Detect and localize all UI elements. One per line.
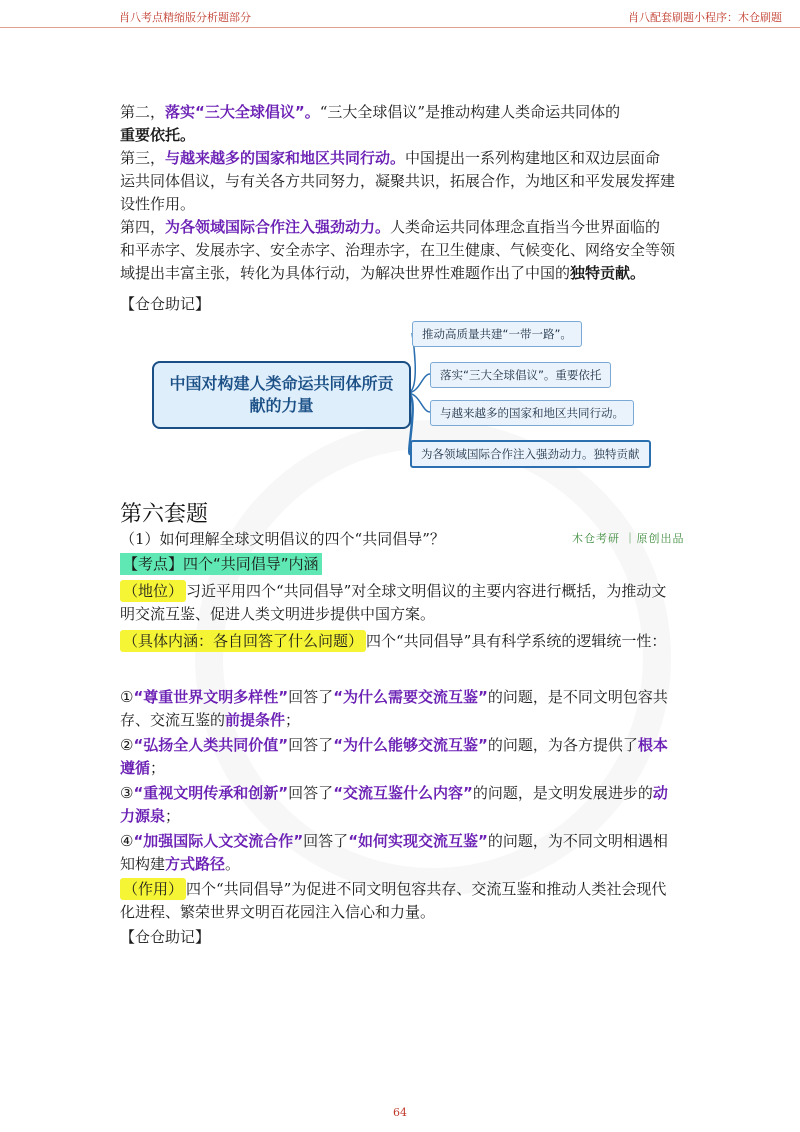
item-key: 前提条件: [225, 711, 286, 729]
diwei-paragraph: [120, 580, 675, 626]
neihan-tag: （具体内涵：各自回答了什么问题）: [120, 630, 366, 652]
section-title: 第六套题: [120, 502, 209, 527]
para3-highlight: 为各领域国际合作注入强劲动力。: [165, 218, 391, 236]
item-after: 的问题，为各方提供了: [487, 736, 638, 754]
item-question: “交流互鉴什么内容”: [333, 784, 473, 802]
header-right-text: 肖八配套刷题小程序：木仓刷题: [628, 11, 782, 24]
diwei-text: 习近平用四个“共同倡导”对全球文明倡议的主要内容进行概括，为推动文明交流互鉴、促进人类文明进步提供中国方案。: [120, 582, 667, 623]
para2-highlight: 与越来越多的国家和地区共同行动。: [165, 149, 406, 167]
item-mid: 回答了: [303, 832, 349, 850]
para2-rest: 中国提出一系列构建地区和双边层面命运共同体倡议，与有关各方共同努力，凝聚共识，拓展合作，为地区和平发展发挥建设性作用。: [120, 149, 676, 213]
header-divider: [0, 27, 800, 28]
mind-map-center-node: [152, 361, 411, 429]
question-text: （1）如何理解全球文明倡议的四个“共同倡导”？: [120, 530, 445, 548]
list-item: [120, 734, 675, 780]
item-question: “如何实现交流互鉴”: [348, 832, 488, 850]
mind-map-node-1: 推动高质量共建“一带一路”。: [412, 321, 582, 347]
neihan-text: 四个“共同倡导”具有科学系统的逻辑统一性：: [366, 632, 667, 650]
header-left-text: 肖八考点精缩版分析题部分: [119, 11, 251, 24]
mind-map-node-3: 与越来越多的国家和地区共同行动。: [430, 400, 634, 426]
item-after: 的问题，是不同文明包容共存、交流互鉴的: [120, 688, 668, 729]
item-end: ；: [165, 807, 181, 825]
item-key: 根本遵循: [120, 736, 668, 777]
mind-map-node-4: 为各领域国际合作注入强劲动力。独特贡献: [410, 440, 651, 468]
item-topic: “弘扬全人类共同价值”: [133, 736, 289, 754]
item-question: “为什么需要交流互鉴”: [333, 688, 488, 706]
item-number: ①: [120, 688, 134, 706]
item-topic: “尊重世界文明多样性”: [133, 688, 289, 706]
paragraph-second: [120, 101, 675, 147]
list-item: [120, 686, 675, 732]
list-item: [120, 830, 675, 876]
para3-rest: 人类命运共同体理念直指当今世界面临的和平赤字、发展赤字、安全赤字、治理赤字，在卫生健康、气候变化、网络安全等领域提出丰富主张，转化为具体行动，为解决世界性难题作出了中国的: [120, 218, 676, 282]
neihan-paragraph: [120, 630, 675, 653]
mind-map-node-2: 落实“三大全球倡议”。重要依托: [430, 362, 611, 388]
para1-bold: 重要依托。: [120, 126, 196, 144]
zuoyong-paragraph: [120, 878, 675, 924]
para1-highlight: 落实“三大全球倡议”。: [165, 103, 320, 121]
item-number: ②: [120, 736, 134, 754]
item-topic: “重视文明传承和创新”: [133, 784, 289, 802]
list-item: [120, 782, 675, 828]
item-topic: “加强国际人文交流合作”: [133, 832, 304, 850]
paragraph-fourth: [120, 216, 675, 285]
item-mid: 回答了: [288, 688, 334, 706]
item-key: 动力源泉: [120, 784, 668, 825]
item-end: ；: [285, 711, 301, 729]
credit-text: 木仓考研 ｜原创出品: [572, 532, 685, 545]
diwei-tag: （地位）: [120, 580, 186, 602]
item-mid: 回答了: [288, 784, 334, 802]
zuoyong-text: 四个“共同倡导”为促进不同文明包容共存、交流互鉴和推动人类社会现代化进程、繁荣世界文明百花园注入信心和力量。: [120, 880, 667, 921]
page-number: 64: [393, 1106, 407, 1119]
item-end: ；: [150, 759, 166, 777]
mind-map-center-label: 中国对构建人类命运共同体所贡献的力量: [169, 374, 394, 415]
para2-prefix: 第三，: [120, 149, 166, 167]
item-mid: 回答了: [288, 736, 334, 754]
para1-prefix: 第二，: [120, 103, 166, 121]
para1-middle: “三大全球倡议”是推动构建人类命运共同体的: [319, 103, 621, 121]
item-number: ④: [120, 832, 134, 850]
item-after: 的问题，是文明发展进步的: [472, 784, 653, 802]
paragraph-third: [120, 147, 675, 216]
memo-label: 【仓仓助记】: [120, 928, 211, 946]
item-number: ③: [120, 784, 134, 802]
memo-label: 【仓仓助记】: [120, 295, 211, 313]
para3-bold: 独特贡献。: [570, 264, 646, 282]
item-question: “为什么能够交流互鉴”: [333, 736, 488, 754]
zuoyong-tag: （作用）: [120, 878, 186, 900]
para3-prefix: 第四，: [120, 218, 166, 236]
item-end: 。: [225, 855, 241, 873]
kaodian-line: [120, 553, 675, 576]
item-after: 的问题，为不同文明相遇相知构建: [120, 832, 668, 873]
mind-map: [150, 316, 670, 476]
item-key: 方式路径: [165, 855, 226, 873]
kaodian-label: 【考点】四个“共同倡导”内涵: [120, 553, 322, 575]
